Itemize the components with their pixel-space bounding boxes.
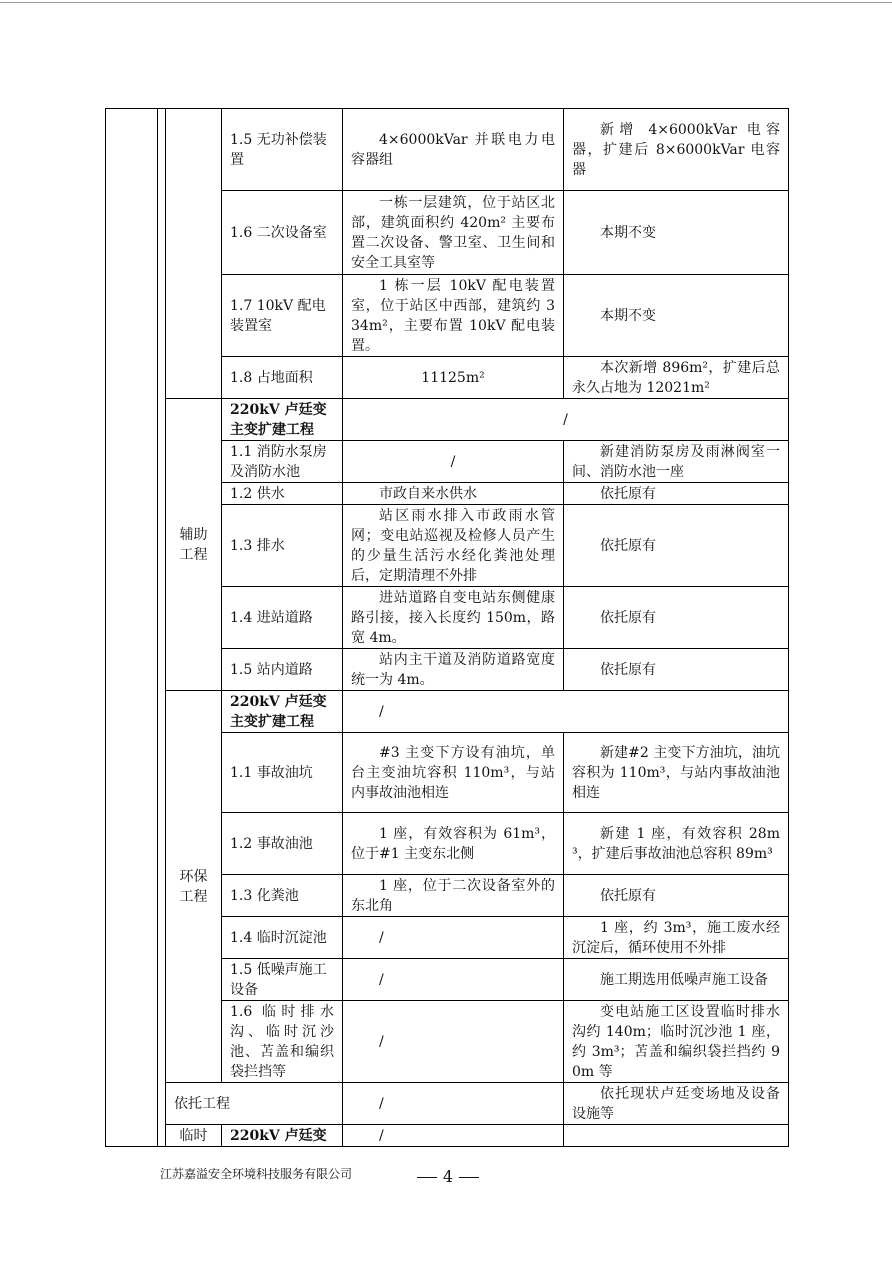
change-cell: 依托现状卢廷变场地及设备设施等 — [564, 1083, 789, 1125]
category-aux-works: 辅助工程 — [166, 399, 222, 691]
change-cell: 1 座，约 3m³，施工废水经沉淀后，循环使用不外排 — [564, 917, 789, 959]
project-table — [105, 108, 789, 1147]
change-cell: 本期不变 — [564, 191, 789, 275]
item-cell: 1.3 化粪池 — [222, 875, 343, 917]
category-main-works — [166, 109, 222, 399]
section-header: 220kV 卢廷变 — [222, 1125, 343, 1147]
change-cell: 施工期选用低噪声施工设备 — [564, 959, 789, 1001]
left-margin-column — [106, 109, 158, 1147]
dash-left — [417, 1177, 437, 1178]
item-cell: 1.2 事故油池 — [222, 813, 343, 875]
category-env-works: 环保工程 — [166, 691, 222, 1083]
change-cell: 依托原有 — [564, 483, 789, 505]
relied-works-label: 依托工程 — [166, 1083, 343, 1125]
current-cell: / — [343, 917, 564, 959]
change-cell: 新建 1 座，有效容积 28m³，扩建后事故油池总容积 89m³ — [564, 813, 789, 875]
section-header-value: / — [343, 691, 789, 733]
table-row — [106, 1083, 789, 1125]
table-row — [106, 109, 789, 191]
change-cell: 依托原有 — [564, 649, 789, 691]
item-cell: 1.4 临时沉淀池 — [222, 917, 343, 959]
top-rule — [0, 2, 892, 3]
item-cell: 1.2 供水 — [222, 483, 343, 505]
table-row — [106, 691, 789, 733]
change-cell: 本期不变 — [564, 275, 789, 357]
change-cell: 本次新增 896m²，扩建后总永久占地为 12021m² — [564, 357, 789, 399]
current-cell: / — [343, 1001, 564, 1083]
current-cell: #3 主变下方设有油坑，单台主变油坑容积 110m³，与站内事故油池相连 — [343, 733, 564, 813]
category-temp-works: 临时 — [166, 1125, 222, 1147]
item-cell: 1.1 消防水泵房及消防水池 — [222, 441, 343, 483]
change-cell: 新增 4×6000kVar 电容器，扩建后 8×6000kVar 电容器 — [564, 109, 789, 191]
item-cell: 1.5 无功补偿装置 — [222, 109, 343, 191]
change-cell — [564, 1125, 789, 1147]
change-cell: 变电站施工区设置临时排水沟约 140m；临时沉沙池 1 座，约 3m³；苫盖和编织袋拦挡约 90m 等 — [564, 1001, 789, 1083]
current-cell: / — [343, 1083, 564, 1125]
current-cell: 1 座，有效容积为 61m³，位于#1 主变东北侧 — [343, 813, 564, 875]
current-cell: 11125m² — [343, 357, 564, 399]
section-header: 220kV 卢廷变主变扩建工程 — [222, 399, 343, 441]
page-number — [408, 1167, 488, 1186]
item-cell: 1.1 事故油坑 — [222, 733, 343, 813]
section-header: 220kV 卢廷变主变扩建工程 — [222, 691, 343, 733]
item-cell: 1.3 排水 — [222, 505, 343, 587]
page-number-value: 4 — [442, 1167, 454, 1186]
current-cell: / — [343, 441, 564, 483]
change-cell: 依托原有 — [564, 875, 789, 917]
current-cell: 进站道路自变电站东侧健康路引接，接入长度约 150m，路宽 4m。 — [343, 587, 564, 649]
change-cell: 新建消防泵房及雨淋阀室一间、消防水池一座 — [564, 441, 789, 483]
item-cell: 1.5 低噪声施工设备 — [222, 959, 343, 1001]
current-cell: 1 栋一层 10kV 配电装置室，位于站区中西部，建筑约 334m²，主要布置 10kV 配电装置。 — [343, 275, 564, 357]
current-cell: 一栋一层建筑，位于站区北部，建筑面积约 420m² 主要布置二次设备、警卫室、卫生间和安全工具室等 — [343, 191, 564, 275]
left-rule-column — [158, 109, 166, 1147]
current-cell: / — [343, 959, 564, 1001]
current-cell: 4×6000kVar 并联电力电容器组 — [343, 109, 564, 191]
table-row — [106, 399, 789, 441]
change-cell: 依托原有 — [564, 505, 789, 587]
current-cell: 站内主干道及消防道路宽度统一为 4m。 — [343, 649, 564, 691]
current-cell: 站区雨水排入市政雨水管网；变电站巡视及检修人员产生的少量生活污水经化粪池处理后，定期清理不外排 — [343, 505, 564, 587]
current-cell: 市政自来水供水 — [343, 483, 564, 505]
item-cell: 1.4 进站道路 — [222, 587, 343, 649]
item-cell: 1.6 临时排水沟、临时沉沙池、苫盖和编织袋拦挡等 — [222, 1001, 343, 1083]
change-cell: 依托原有 — [564, 587, 789, 649]
footer-company: 江苏嘉溢安全环境科技服务有限公司 — [160, 1167, 353, 1181]
item-cell: 1.7 10kV 配电装置室 — [222, 275, 343, 357]
change-cell: 新建#2 主变下方油坑，油坑容积为 110m³，与站内事故油池相连 — [564, 733, 789, 813]
current-cell: / — [343, 1125, 564, 1147]
item-cell: 1.5 站内道路 — [222, 649, 343, 691]
item-cell: 1.6 二次设备室 — [222, 191, 343, 275]
table-row — [106, 1125, 789, 1147]
item-cell: 1.8 占地面积 — [222, 357, 343, 399]
current-cell: 1 座，位于二次设备室外的东北角 — [343, 875, 564, 917]
section-header-value: / — [343, 399, 789, 441]
dash-right — [459, 1177, 479, 1178]
